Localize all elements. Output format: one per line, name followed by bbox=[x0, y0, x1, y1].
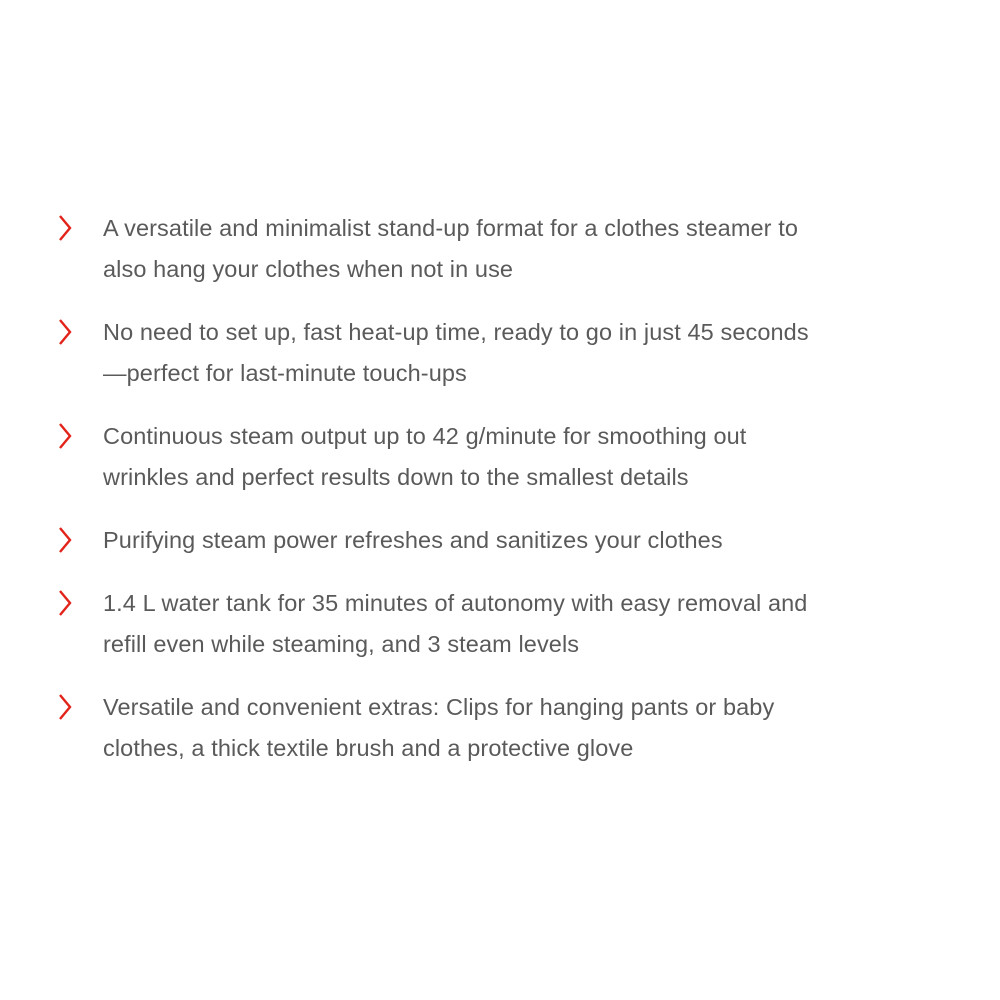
feature-text: clothes, a thick textile brush and a protective glove bbox=[103, 735, 634, 761]
feature-text: wrinkles and perfect results down to the smallest details bbox=[103, 464, 689, 490]
chevron-right-icon bbox=[56, 317, 74, 347]
feature-item bbox=[56, 687, 809, 769]
chevron-right-icon bbox=[56, 525, 74, 555]
feature-item bbox=[56, 416, 809, 498]
feature-text: —perfect for last-minute touch-ups bbox=[103, 360, 467, 386]
feature-text: Continuous steam output up to 42 g/minute for smoothing out bbox=[103, 423, 747, 449]
feature-item bbox=[56, 208, 809, 290]
feature-list bbox=[56, 208, 809, 791]
feature-item bbox=[56, 312, 809, 394]
feature-text: No need to set up, fast heat-up time, ready to go in just 45 seconds bbox=[103, 319, 809, 345]
feature-item bbox=[56, 583, 809, 665]
feature-item bbox=[56, 520, 809, 561]
chevron-right-icon bbox=[56, 692, 74, 722]
feature-text: Purifying steam power refreshes and sanitizes your clothes bbox=[103, 527, 723, 553]
chevron-right-icon bbox=[56, 421, 74, 451]
feature-text: refill even while steaming, and 3 steam levels bbox=[103, 631, 580, 657]
feature-text: 1.4 L water tank for 35 minutes of autonomy with easy removal and bbox=[103, 590, 808, 616]
feature-text: Versatile and convenient extras: Clips for hanging pants or baby bbox=[103, 694, 775, 720]
chevron-right-icon bbox=[56, 588, 74, 618]
feature-text: also hang your clothes when not in use bbox=[103, 256, 514, 282]
feature-text: A versatile and minimalist stand-up format for a clothes steamer to bbox=[103, 215, 799, 241]
chevron-right-icon bbox=[56, 213, 74, 243]
